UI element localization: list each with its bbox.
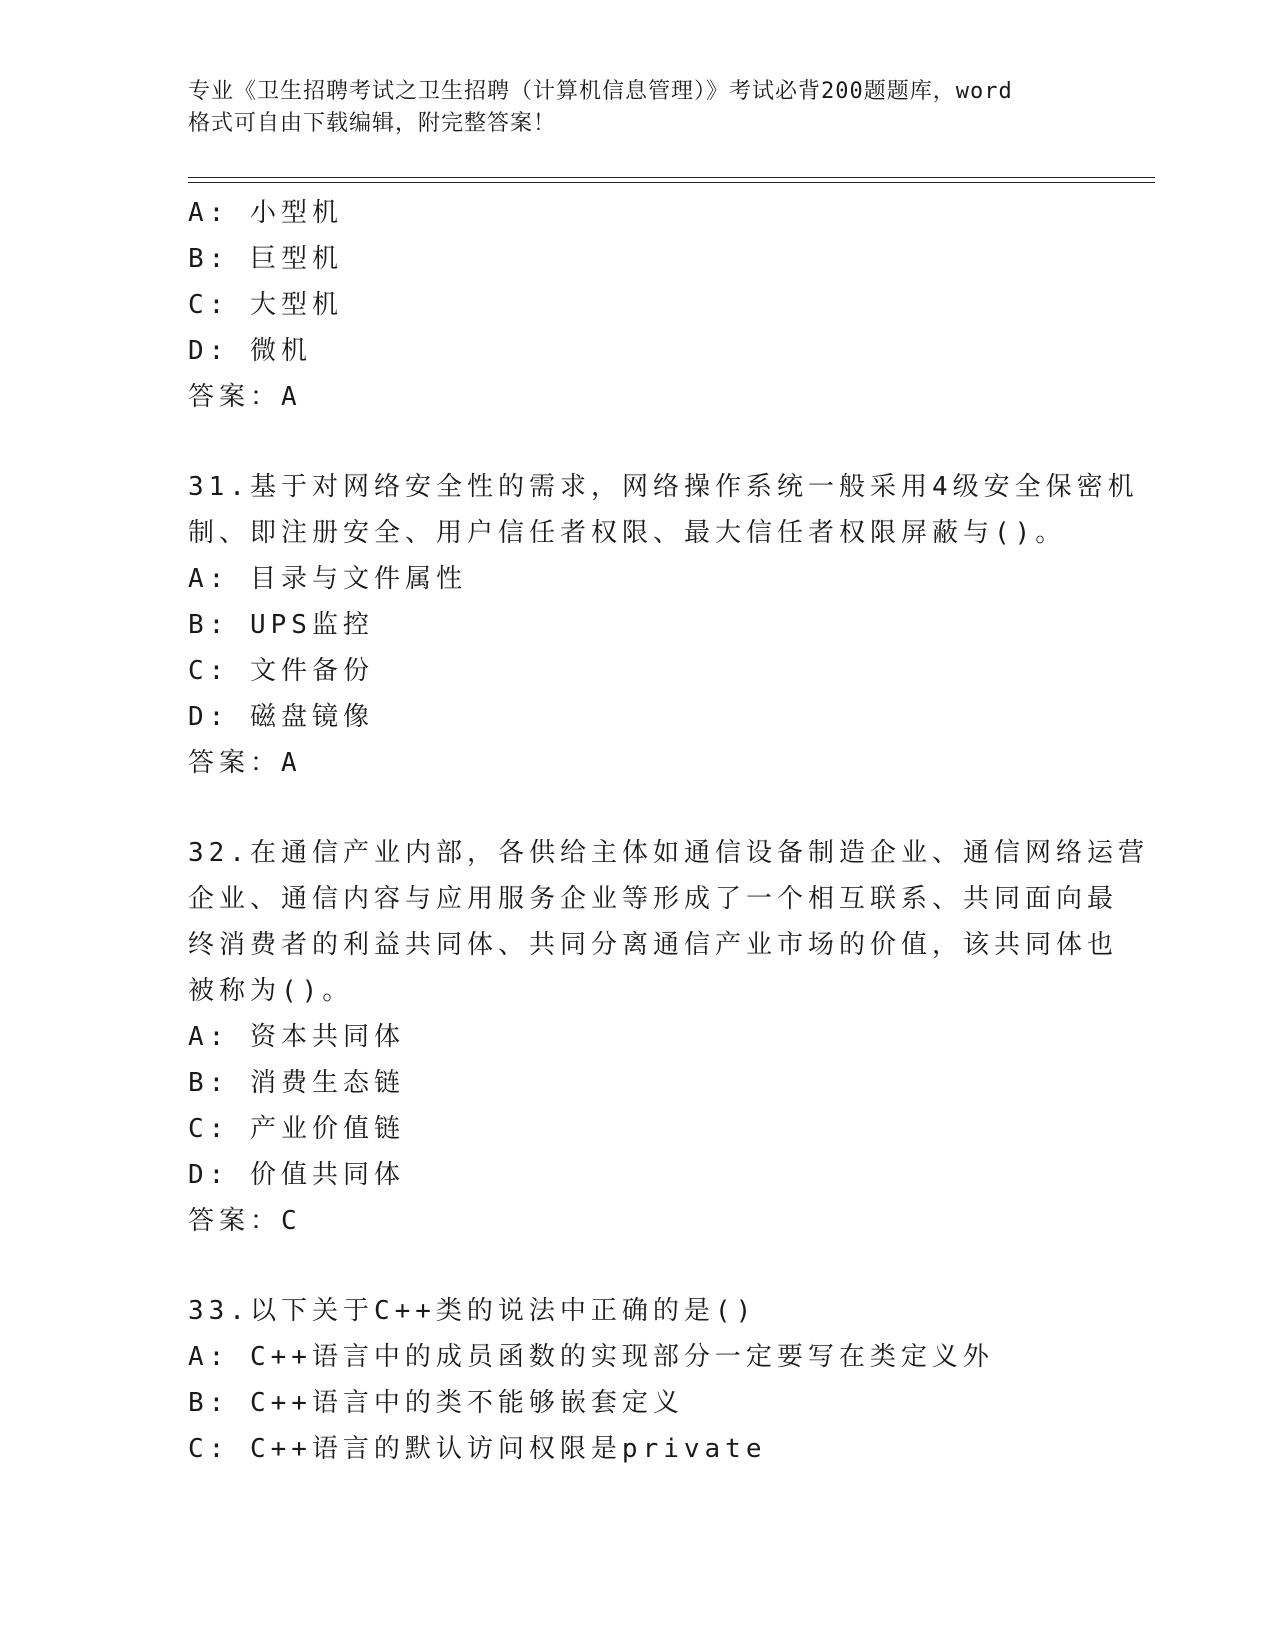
- option-a: A: 小型机: [188, 198, 343, 228]
- option-b: B: UPS监控: [188, 610, 374, 640]
- question-text: 32.在通信产业内部，各供给主体如通信设备制造企业、通信网络运营: [188, 838, 1149, 868]
- option-a: A: 资本共同体: [188, 1022, 405, 1052]
- question-text: 33.以下关于C++类的说法中正确的是(): [188, 1296, 757, 1326]
- option-a: A: C++语言中的成员函数的实现部分一定要写在类定义外: [188, 1342, 994, 1372]
- question-block: [188, 190, 1088, 420]
- option-a: A: 目录与文件属性: [188, 564, 467, 594]
- option-c: C: C++语言的默认访问权限是private: [188, 1434, 767, 1464]
- option-d: D: 微机: [188, 336, 312, 366]
- question-text: 31.基于对网络安全性的需求，网络操作系统一般采用4级安全保密机: [188, 472, 1139, 502]
- option-b: B: 巨型机: [188, 244, 343, 274]
- question-block: [188, 464, 1139, 786]
- question-block: [188, 1288, 1088, 1472]
- question-text: 制、即注册安全、用户信任者权限、最大信任者权限屏蔽与()。: [188, 518, 1067, 548]
- option-d: D: 价值共同体: [188, 1160, 405, 1190]
- option-d: D: 磁盘镜像: [188, 702, 374, 732]
- answer: 答案：A: [188, 748, 302, 778]
- page-header: [188, 76, 1118, 140]
- question-text: 企业、通信内容与应用服务企业等形成了一个相互联系、共同面向最: [188, 884, 1119, 914]
- header-line-1: 专业《卫生招聘考试之卫生招聘（计算机信息管理）》考试必背200题题库，word: [188, 79, 1013, 104]
- option-b: B: C++语言中的类不能够嵌套定义: [188, 1388, 684, 1418]
- option-c: C: 文件备份: [188, 656, 374, 686]
- header-line-2: 格式可自由下载编辑，附完整答案！: [188, 111, 557, 136]
- option-c: C: 产业价值链: [188, 1114, 405, 1144]
- question-text: 被称为()。: [188, 976, 354, 1006]
- answer: 答案：C: [188, 1206, 302, 1236]
- option-c: C: 大型机: [188, 290, 343, 320]
- question-list: [188, 190, 1149, 1472]
- question-text: 终消费者的利益共同体、共同分离通信产业市场的价值，该共同体也: [188, 930, 1119, 960]
- answer: 答案：A: [188, 382, 302, 412]
- question-block: [188, 830, 1149, 1244]
- header-divider: [188, 177, 1155, 183]
- option-b: B: 消费生态链: [188, 1068, 405, 1098]
